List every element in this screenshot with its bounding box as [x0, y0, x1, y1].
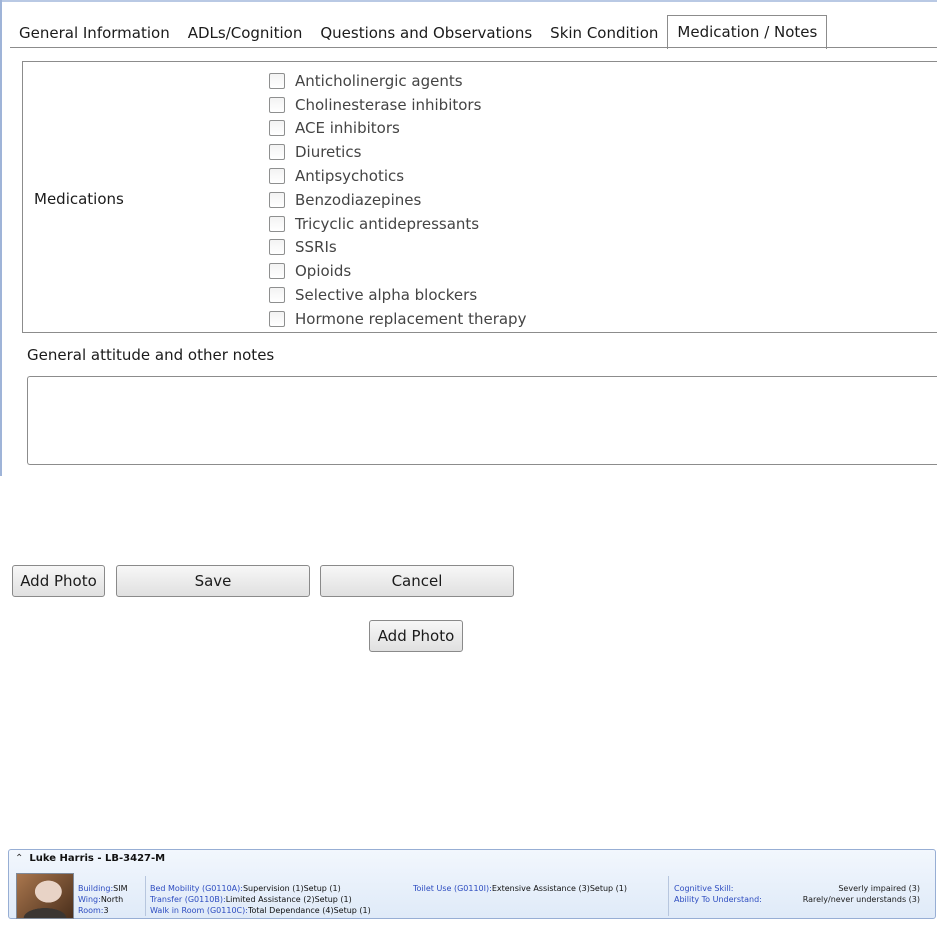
- bed-mobility-value: Supervision (1)Setup (1): [242, 884, 341, 893]
- transfer-value: Limited Assistance (2)Setup (1): [225, 895, 352, 904]
- resident-header: [9, 850, 935, 867]
- checkbox[interactable]: [269, 216, 285, 232]
- building-value: SIM: [113, 884, 128, 893]
- checkbox[interactable]: [269, 263, 285, 279]
- medication-label: Hormone replacement therapy: [295, 309, 527, 328]
- medication-label: Anticholinergic agents: [295, 71, 463, 90]
- medication-label: Benzodiazepines: [295, 190, 422, 209]
- medication-label: Cholinesterase inhibitors: [295, 95, 482, 114]
- medication-option[interactable]: [269, 117, 526, 141]
- tab-adls-cognition[interactable]: ADLs/Cognition: [187, 24, 303, 42]
- medications-label: Medications: [34, 190, 124, 208]
- checkbox[interactable]: [269, 120, 285, 136]
- add-photo-button[interactable]: Add Photo: [12, 565, 105, 597]
- room-label: Room:: [78, 906, 104, 915]
- medication-option[interactable]: [269, 212, 526, 236]
- medication-label: SSRIs: [295, 238, 337, 257]
- room-value: 3: [103, 906, 109, 915]
- bed-mobility-label: Bed Mobility (G0110A):: [150, 884, 243, 893]
- collapse-chevron-icon[interactable]: ⌃: [15, 853, 24, 864]
- cognitive-value: Severly impaired (3): [838, 884, 920, 893]
- wing-value: North: [100, 895, 124, 904]
- medication-option[interactable]: [269, 236, 526, 260]
- divider: [145, 876, 146, 916]
- tab-divider: [10, 47, 937, 48]
- tab-skin-condition[interactable]: Skin Condition: [550, 24, 659, 42]
- tab-medication-notes[interactable]: Medication / Notes: [667, 15, 827, 49]
- checkbox[interactable]: [269, 144, 285, 160]
- medication-option[interactable]: [269, 188, 526, 212]
- resident-banner: [8, 849, 936, 919]
- save-button[interactable]: Save: [116, 565, 310, 597]
- resident-location: [78, 883, 128, 916]
- top-border: [0, 0, 937, 2]
- tab-questions-observations[interactable]: Questions and Observations: [320, 24, 533, 42]
- notes-label: General attitude and other notes: [27, 346, 275, 364]
- checkbox[interactable]: [269, 168, 285, 184]
- medication-label: Tricyclic antidepressants: [295, 214, 480, 233]
- medication-option[interactable]: [269, 164, 526, 188]
- medication-label: Selective alpha blockers: [295, 286, 478, 305]
- checkbox[interactable]: [269, 192, 285, 208]
- cognitive-label: Cognitive Skill:: [674, 884, 734, 893]
- resident-separator: -: [97, 853, 102, 864]
- checkbox[interactable]: [269, 239, 285, 255]
- add-photo-button-secondary[interactable]: Add Photo: [369, 620, 463, 652]
- understand-label: Ability To Understand:: [674, 895, 762, 904]
- resident-id: LB-3427-M: [105, 853, 166, 864]
- resident-photo: [16, 873, 74, 919]
- checkbox[interactable]: [269, 97, 285, 113]
- medication-option[interactable]: [269, 93, 526, 117]
- medication-option[interactable]: [269, 307, 526, 331]
- medication-option[interactable]: [269, 283, 526, 307]
- medication-label: Antipsychotics: [295, 167, 405, 186]
- toilet-label: Toilet Use (G0110I):: [413, 884, 492, 893]
- resident-name: Luke Harris: [29, 853, 94, 864]
- wing-label: Wing:: [78, 895, 101, 904]
- notes-textarea[interactable]: [27, 376, 937, 465]
- medication-label: ACE inhibitors: [295, 119, 400, 138]
- medication-label: Opioids: [295, 262, 352, 281]
- building-label: Building:: [78, 884, 114, 893]
- cognition-summary: [674, 883, 920, 905]
- tab-strip: [10, 12, 827, 48]
- medication-option[interactable]: [269, 259, 526, 283]
- left-border: [0, 0, 2, 476]
- toilet-summary: [413, 883, 627, 894]
- medication-option[interactable]: [269, 140, 526, 164]
- toilet-value: Extensive Assistance (3)Setup (1): [491, 884, 627, 893]
- medications-group: [22, 61, 937, 333]
- tab-general-information[interactable]: General Information: [19, 24, 170, 42]
- checkbox[interactable]: [269, 73, 285, 89]
- adl-summary: [150, 883, 371, 916]
- medications-checklist: [269, 69, 526, 331]
- checkbox[interactable]: [269, 287, 285, 303]
- walk-label: Walk in Room (G0110C):: [150, 906, 248, 915]
- transfer-label: Transfer (G0110B):: [150, 895, 226, 904]
- walk-value: Total Dependance (4)Setup (1): [247, 906, 371, 915]
- cancel-button[interactable]: Cancel: [320, 565, 514, 597]
- medication-option[interactable]: [269, 69, 526, 93]
- checkbox[interactable]: [269, 311, 285, 327]
- understand-value: Rarely/never understands (3): [802, 895, 920, 904]
- medication-label: Diuretics: [295, 143, 362, 162]
- divider: [668, 876, 669, 916]
